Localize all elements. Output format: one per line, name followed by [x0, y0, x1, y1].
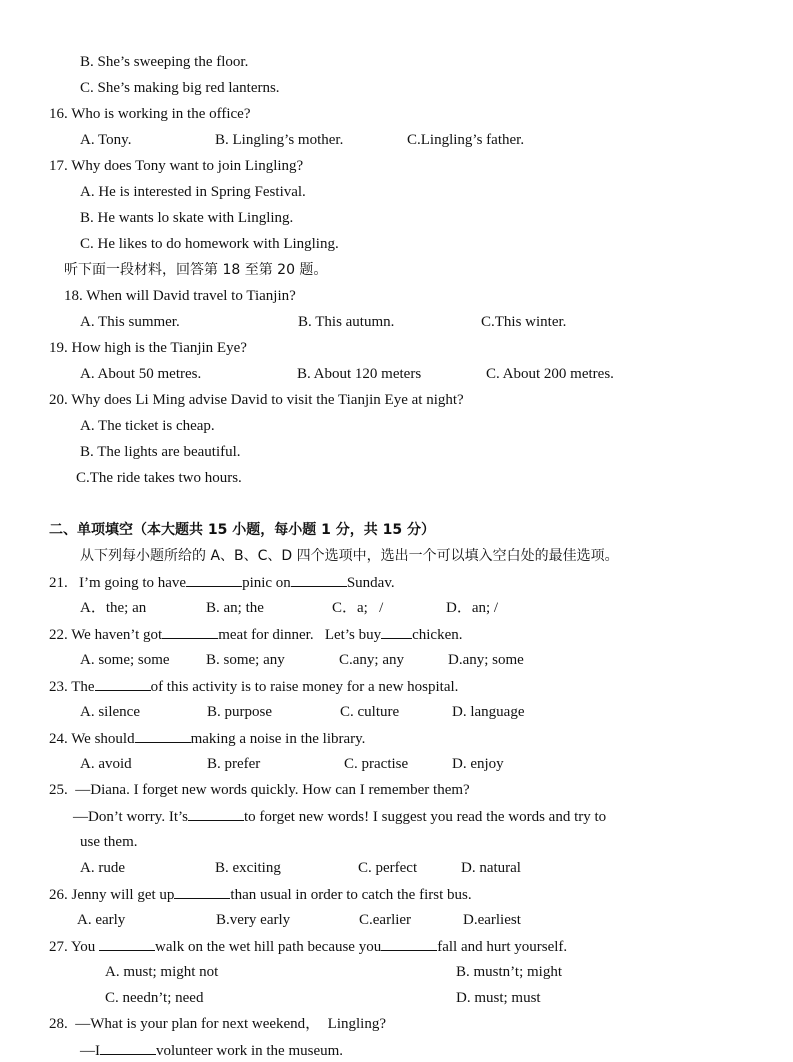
- answer-blank: [99, 936, 155, 951]
- q21-option-b: B. an; the: [206, 600, 264, 616]
- q25-option-b: B. exciting: [215, 860, 281, 876]
- section2-instruction: 从下列每小题所给的 A、B、C、D 四个选项中，选出一个可以填入空白处的最佳选项。: [80, 548, 619, 564]
- q19-option-c: C. About 200 metres.: [486, 366, 614, 382]
- q21-option-c: C．a; /: [332, 600, 384, 616]
- q22-option-c: C.any; any: [339, 652, 404, 668]
- q18-option-a: A. This summer.: [80, 314, 180, 330]
- q26-option-b: B.very early: [216, 912, 291, 928]
- q23-stem: 23. The of this activity is to raise money for a new hospital.: [49, 676, 458, 697]
- q23-option-b: B. purpose: [207, 704, 272, 720]
- q24-stem: 24. We should making a noise in the library.: [49, 728, 365, 749]
- q23-option-a: A. silence: [80, 704, 140, 720]
- q27-option-d: D. must; must: [456, 990, 541, 1006]
- section2-title: 二、单项填空（本大题共 15 小题，每小题 1 分，共 15 分）: [49, 522, 435, 538]
- q25-reply-cont: use them.: [80, 834, 138, 850]
- q18-option-c: C.This winter.: [481, 314, 567, 330]
- q23-option-c: C. culture: [340, 704, 400, 720]
- q22-option-b: B. some; any: [206, 652, 285, 668]
- q28-reply: —I volunteer work in the museum.: [80, 1040, 343, 1061]
- q19-option-a: A. About 50 metres.: [80, 366, 202, 382]
- q26-option-c: C.earlier: [359, 912, 412, 928]
- q27-stem: 27. You walk on the wet hill path because you fall and hurt yourself.: [49, 936, 567, 957]
- q20-option-a: A. The ticket is cheap.: [80, 418, 215, 434]
- answer-blank: [291, 572, 347, 587]
- q27-option-c: C. needn’t; need: [105, 990, 204, 1006]
- answer-blank: [100, 1040, 156, 1055]
- q15-option-b: B. She’s sweeping the floor.: [80, 54, 249, 70]
- q16-option-b: B. Lingling’s mother.: [215, 132, 344, 148]
- q17-option-a: A. He is interested in Spring Festival.: [80, 184, 306, 200]
- q18-option-b: B. This autumn.: [298, 314, 395, 330]
- q20-stem: 20. Why does Li Ming advise David to visit the Tianjin Eye at night?: [49, 392, 464, 408]
- q20-option-c: C.The ride takes two hours.: [76, 470, 242, 486]
- q21-option-a: A．the; an: [80, 600, 147, 616]
- q25-reply: —Don’t worry. It’s to forget new words! I suggest you read the words and try to: [73, 806, 606, 827]
- q15-option-c: C. She’s making big red lanterns.: [80, 80, 280, 96]
- q26-option-d: D.earliest: [463, 912, 521, 928]
- answer-blank: [95, 676, 151, 691]
- listening-instruction: 听下面一段材料，回答第 18 至第 20 题。: [64, 262, 328, 278]
- q24-option-d: D. enjoy: [452, 756, 504, 772]
- q25-option-d: D. natural: [461, 860, 521, 876]
- q17-option-c: C. He likes to do homework with Lingling.: [80, 236, 339, 252]
- q25-option-a: A. rude: [80, 860, 125, 876]
- answer-blank: [162, 624, 218, 639]
- q27-option-b: B. mustn’t; might: [456, 964, 562, 980]
- q16-stem: 16. Who is working in the office?: [49, 106, 251, 122]
- q25-stem: 25. —Diana. I forget new words quickly. How can I remember them?: [49, 782, 470, 798]
- q17-stem: 17. Why does Tony want to join Lingling?: [49, 158, 304, 174]
- q26-option-a: A. early: [77, 912, 126, 928]
- q18-stem: 18. When will David travel to Tianjin?: [64, 288, 296, 304]
- answer-blank: [135, 728, 191, 743]
- q27-option-a: A. must; might not: [105, 964, 219, 980]
- q26-stem: 26. Jenny will get up than usual in order to catch the first bus.: [49, 884, 472, 905]
- answer-blank: [381, 936, 437, 951]
- answer-blank: [174, 884, 230, 899]
- q24-option-a: A. avoid: [80, 756, 132, 772]
- answer-blank: [188, 806, 244, 821]
- q24-option-c: C. practise: [344, 756, 409, 772]
- q22-stem: 22. We haven’t got meat for dinner. Let’s buy chicken.: [49, 624, 463, 645]
- q24-option-b: B. prefer: [207, 756, 261, 772]
- q21-stem: 21. I’m going to have pinic on Sundav.: [49, 572, 395, 593]
- q19-stem: 19. How high is the Tianjin Eye?: [49, 340, 247, 356]
- q22-option-a: A. some; some: [80, 652, 170, 668]
- q16-option-a: A. Tony.: [80, 132, 132, 148]
- q17-option-b: B. He wants lo skate with Lingling.: [80, 210, 294, 226]
- q28-stem: 28. —What is your plan for next weekend， Lingling?: [49, 1016, 387, 1032]
- answer-blank: [186, 572, 242, 587]
- q16-option-c: C.Lingling’s father.: [407, 132, 525, 148]
- q20-option-b: B. The lights are beautiful.: [80, 444, 241, 460]
- q22-option-d: D.any; some: [448, 652, 524, 668]
- q21-option-d: D．an; /: [446, 600, 499, 616]
- q19-option-b: B. About 120 meters: [297, 366, 422, 382]
- q25-option-c: C. perfect: [358, 860, 418, 876]
- q23-option-d: D. language: [452, 704, 525, 720]
- answer-blank: [381, 624, 412, 639]
